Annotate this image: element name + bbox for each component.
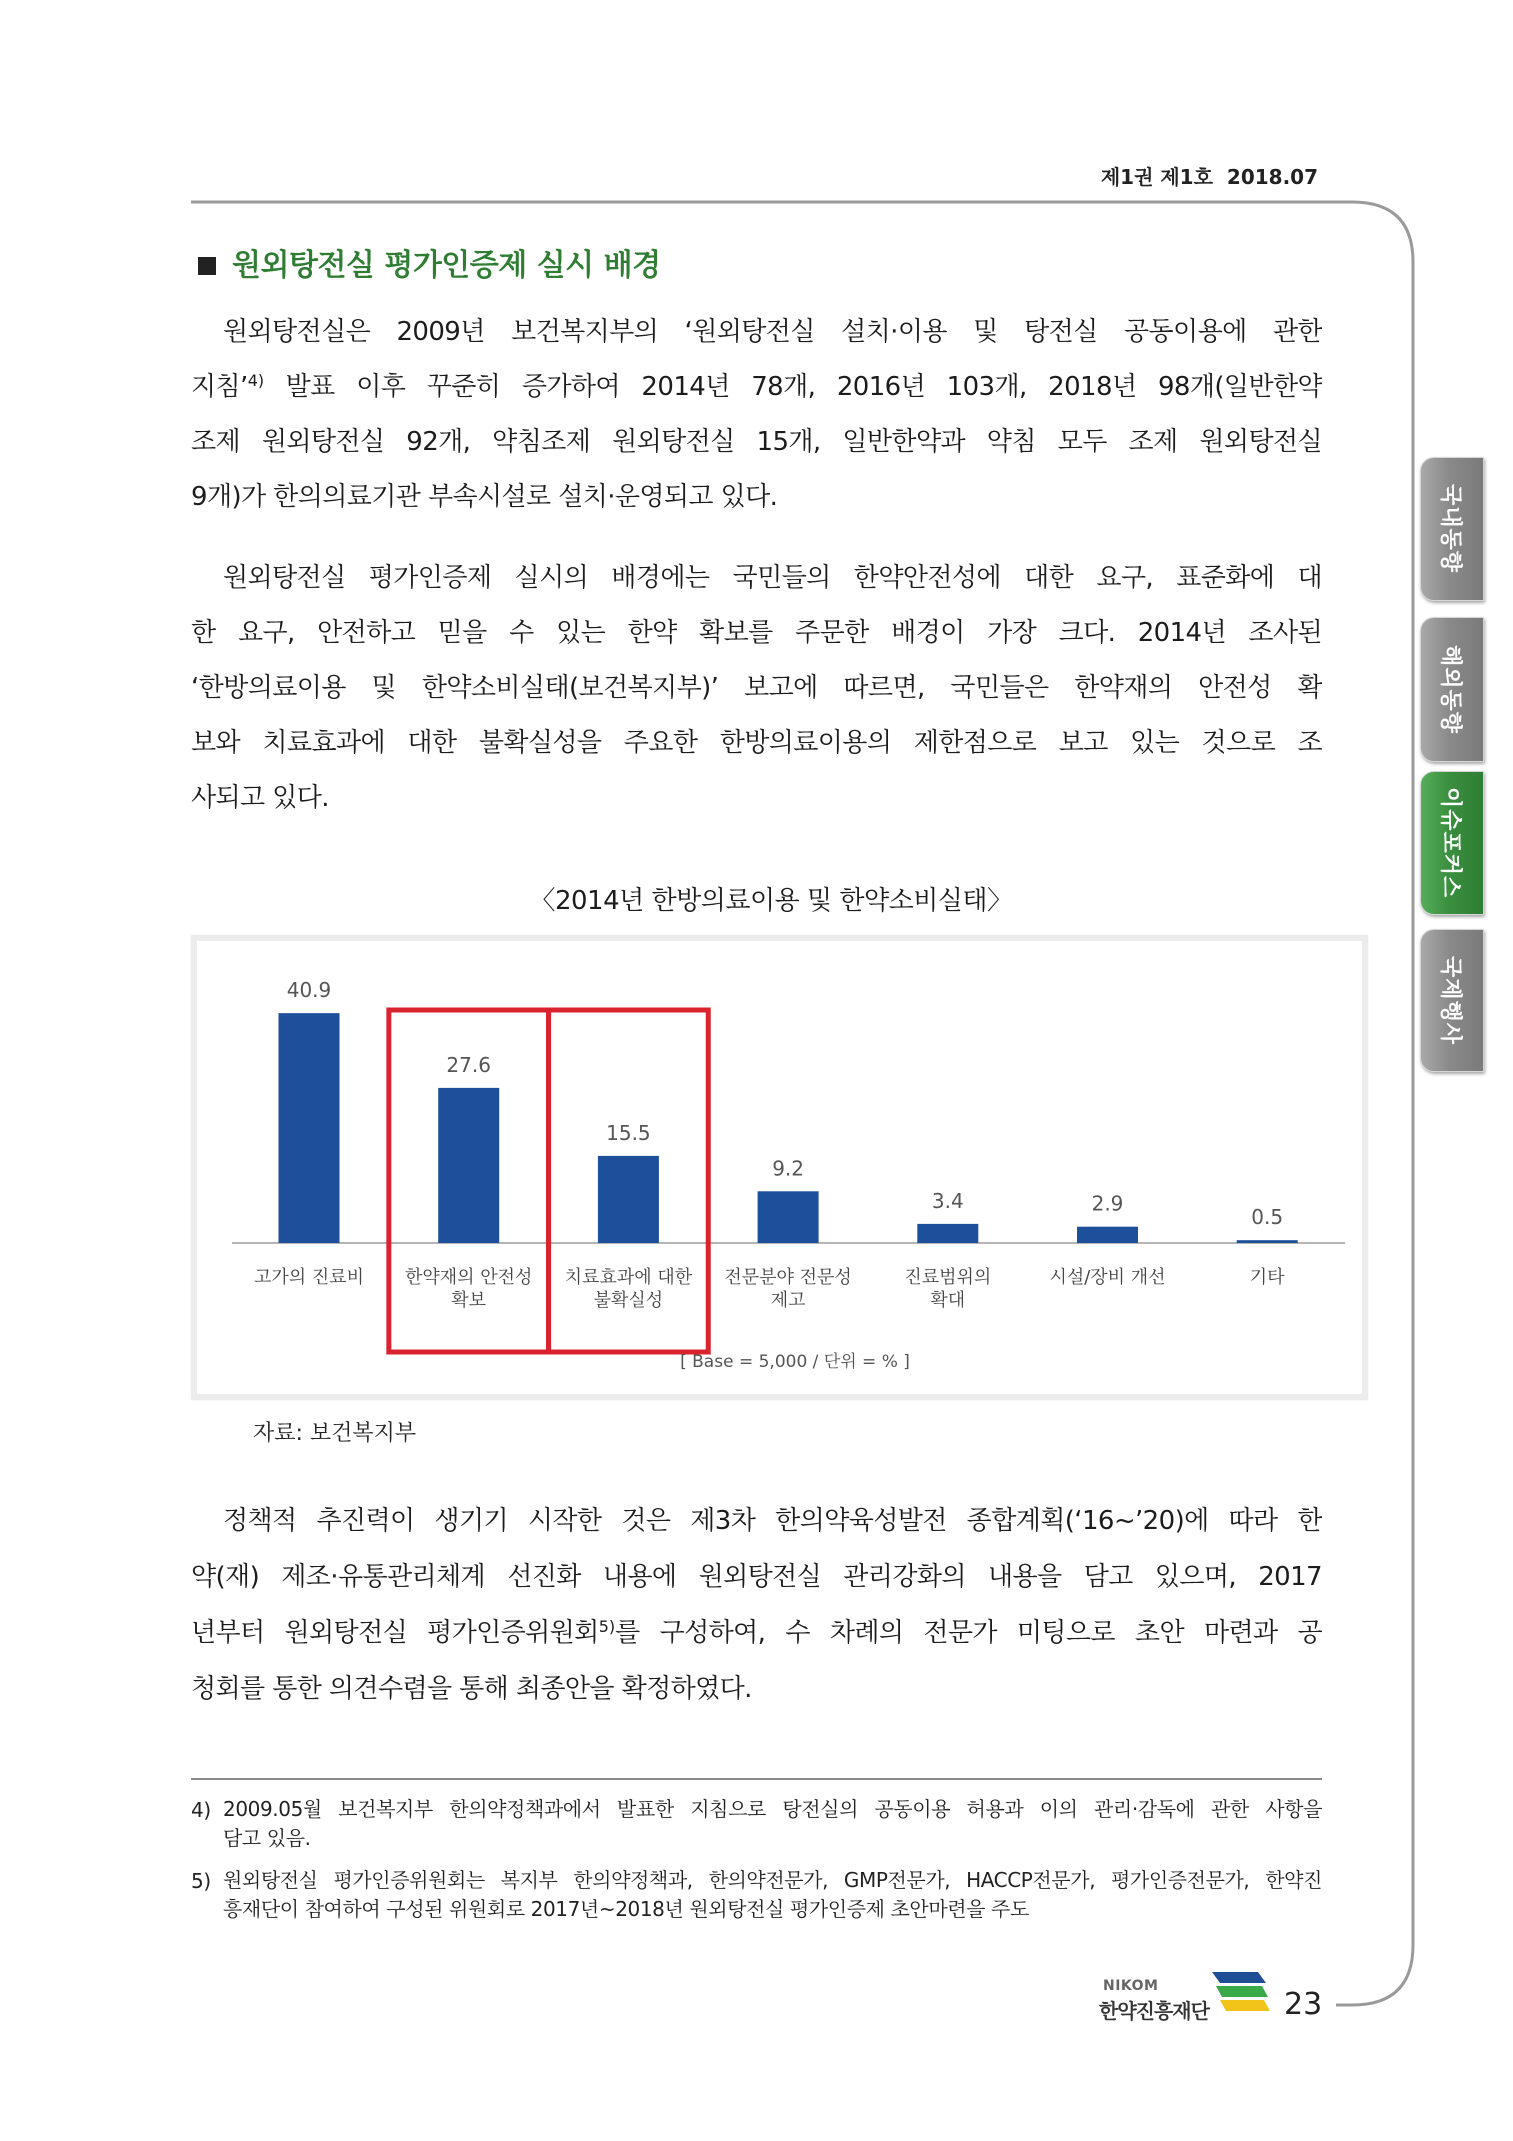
bar-6 — [1237, 1240, 1298, 1243]
paragraph-line — [191, 360, 1322, 415]
heading-bullet-icon — [198, 257, 216, 275]
category-label-1 — [405, 1266, 532, 1311]
value-label-4: 3.4 — [931, 1188, 964, 1213]
category-label-line: 한약재의 안전성 — [404, 1267, 533, 1288]
category-label-line: 제고 — [770, 1290, 806, 1311]
category-label-line: 확보 — [451, 1290, 487, 1311]
footnote-4 — [191, 1795, 1322, 1853]
bar-1 — [438, 1088, 499, 1243]
paragraph-line: 정책적 추진력이 생기기 시작한 것은 제3차 한의약육성발전 종합계획(‘16~’20)에 따라 한 — [223, 1506, 1322, 1536]
side-tab-issue-focus: 이슈포커스 — [1420, 771, 1484, 915]
bar-3 — [758, 1191, 819, 1243]
footnote-line: 흥재단이 참여하여 구성된 위원회로 2017년~2018년 원외탕전실 평가인증제 초안마련을 주도 — [223, 1897, 1029, 1921]
side-tab-overseas: 해외동향 — [1420, 617, 1484, 762]
brand-name-english: NIKOM — [1103, 1978, 1159, 1994]
footnote-divider — [191, 1778, 1322, 1780]
footnote-line: 원외탕전실 평가인증위원회는 복지부 한의약정책과, 한의약전문가, GMP전문가, HACCP전문가, 평가인증전문가, 한약진 — [223, 1868, 1322, 1892]
category-label-line: 치료효과에 대한 — [564, 1267, 693, 1288]
side-tab-international-events: 국제행사 — [1420, 929, 1484, 1072]
nikom-logo-icon — [1212, 1970, 1272, 2016]
footnote-line: 담고 있음. — [223, 1826, 311, 1850]
side-tab-domestic: 국내동향 — [1420, 457, 1484, 601]
issue-number: 제1권 제1호 — [1100, 165, 1213, 189]
brand-name-korean: 한약진흥재단 — [1099, 1999, 1209, 2023]
bar-chart — [191, 935, 1368, 1400]
paragraph-line: 한 요구, 안전하고 믿을 수 있는 한약 확보를 주문한 배경이 가장 크다. 2014년 조사된 — [191, 618, 1322, 648]
paragraph-3 — [191, 1493, 1322, 1717]
value-label-5: 2.9 — [1091, 1191, 1124, 1216]
paragraph-line: ‘한방의료이용 및 한약소비실태(보건복지부)’ 보고에 따르면, 국민들은 한약재의 안전성 확 — [191, 673, 1322, 703]
paragraph-line: 약(재) 제조·유통관리체계 선진화 내용에 원외탕전실 관리강화의 내용을 담고 있으며, 2017 — [191, 1562, 1322, 1592]
value-label-2: 15.5 — [606, 1120, 651, 1145]
page-number: 23 — [1284, 1987, 1323, 2022]
value-label-3: 9.2 — [772, 1156, 805, 1181]
chart-base-note: [ Base = 5,000 / 단위 = % ] — [680, 1352, 910, 1372]
section-heading: 원외탕전실 평가인증제 실시 배경 — [232, 248, 661, 283]
value-label-6: 0.5 — [1251, 1205, 1284, 1230]
paragraph-line: 원외탕전실 평가인증제 실시의 배경에는 국민들의 한약안전성에 대한 요구, 표준화에 대 — [223, 563, 1322, 593]
line-text: 년부터 원외탕전실 평가인증위원회 — [191, 1618, 599, 1648]
category-label-line: 확대 — [930, 1290, 966, 1311]
category-label-3 — [724, 1267, 851, 1311]
line-text: 지침’ — [191, 372, 248, 402]
chart-source: 자료: 보건복지부 — [253, 1421, 417, 1446]
category-label-line: 진료범위의 — [904, 1267, 992, 1288]
paragraph-line: 원외탕전실은 2009년 보건복지부의 ‘원외탕전실 설치·이용 및 탕전실 공동이용에 관한 — [223, 317, 1322, 347]
category-label-5 — [1049, 1267, 1165, 1288]
footnote-number: 4) — [191, 1798, 211, 1822]
bar-0 — [279, 1013, 340, 1243]
value-label-0: 40.9 — [286, 978, 332, 1003]
line-text: 를 구성하여, 수 차례의 전문가 미팅으로 초안 마련과 공 — [615, 1618, 1322, 1648]
category-label-line: 불확실성 — [593, 1290, 664, 1311]
paragraph-line: 조제 원외탕전실 92개, 약침조제 원외탕전실 15개, 일반한약과 약침 모두 조제 원외탕전실 — [191, 427, 1322, 457]
bar-5 — [1077, 1227, 1138, 1243]
issue-header — [1000, 163, 1318, 191]
category-label-2 — [565, 1267, 693, 1311]
paragraph-line: 청회를 통한 의견수렴을 통해 최종안을 확정하였다. — [191, 1674, 752, 1704]
category-label-line: 시설/장비 개선 — [1049, 1267, 1166, 1288]
category-label-6 — [1250, 1266, 1285, 1288]
issue-date: 2018.07 — [1226, 165, 1318, 189]
line-text: 발표 이후 꾸준히 증가하여 2014년 78개, 2016년 103개, 2018년 98개(일반한약 — [264, 372, 1322, 402]
paragraph-1 — [191, 305, 1322, 525]
footnote-number: 5) — [191, 1869, 211, 1893]
footnote-ref-5: 5) — [598, 1617, 616, 1636]
bar-2 — [598, 1156, 659, 1243]
paragraph-line: 사되고 있다. — [191, 783, 329, 813]
category-label-line: 고가의 진료비 — [253, 1267, 365, 1288]
footnote-line: 2009.05월 보건복지부 한의약정책과에서 발표한 지침으로 탕전실의 공동이용 허용과 이의 관리·감독에 관한 사항을 — [223, 1797, 1322, 1821]
footnote-ref-4: 4) — [247, 371, 265, 390]
chart-caption: 〈2014년 한방의료이용 및 한약소비실태〉 — [529, 886, 1013, 916]
paragraph-line — [191, 1605, 1322, 1661]
paragraph-line: 9개)가 한의의료기관 부속시설로 설치·운영되고 있다. — [191, 482, 778, 512]
category-label-line: 전문분야 전문성 — [724, 1267, 852, 1288]
footnote-5 — [191, 1866, 1322, 1924]
paragraph-line: 보와 치료효과에 대한 불확실성을 주요한 한방의료이용의 제한점으로 보고 있는 것으로 조 — [191, 728, 1322, 758]
category-label-line: 기타 — [1249, 1267, 1285, 1288]
value-label-1: 27.6 — [446, 1052, 491, 1077]
category-label-4 — [904, 1266, 991, 1311]
category-label-0 — [254, 1266, 364, 1288]
paragraph-2 — [191, 551, 1322, 826]
bar-4 — [917, 1224, 978, 1243]
